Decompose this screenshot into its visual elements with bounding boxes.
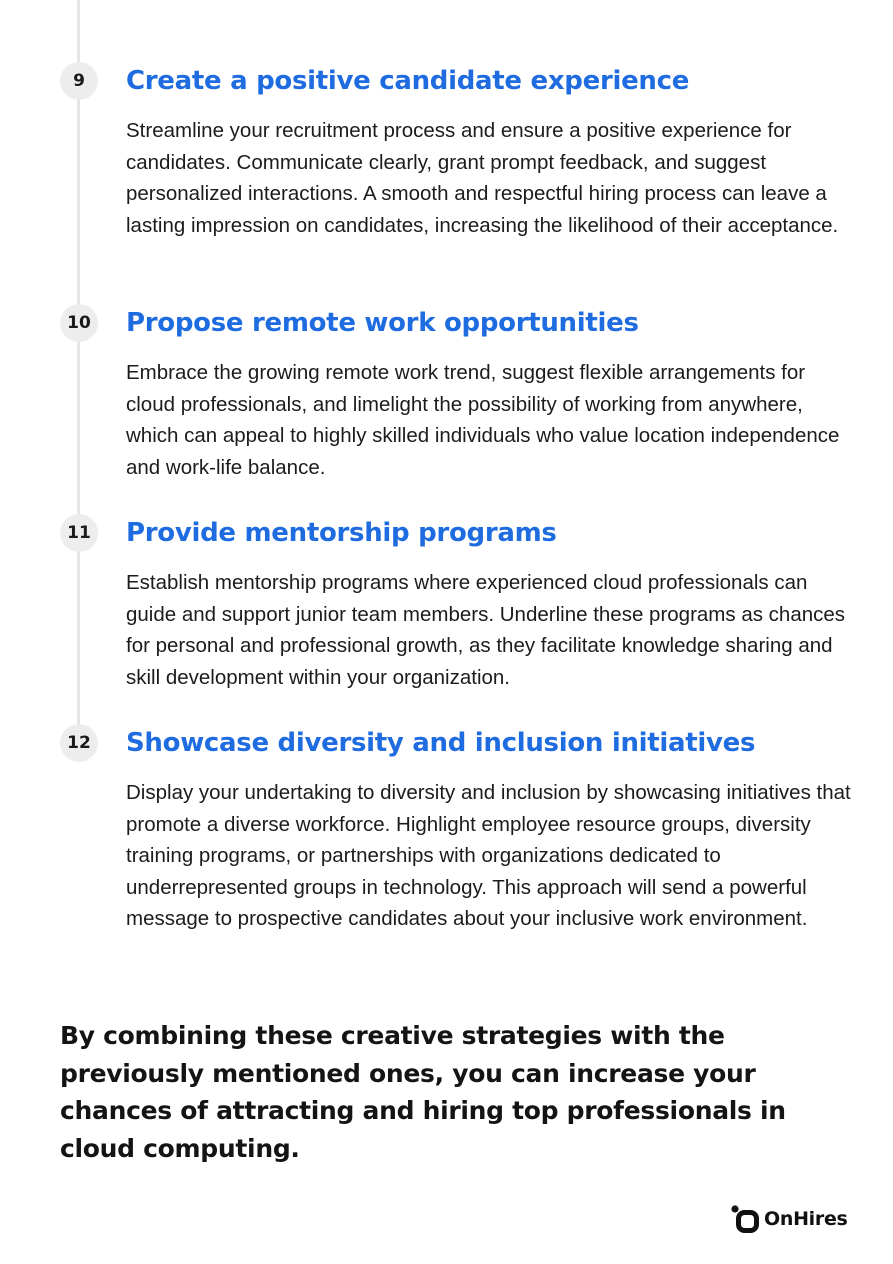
step-number-badge: 11: [60, 514, 98, 552]
brand-name: OnHires: [764, 1208, 848, 1230]
step-number-badge: 10: [60, 304, 98, 342]
step-number-badge: 9: [60, 62, 98, 100]
step-body: Embrace the growing remote work trend, suggest flexible arrangements for cloud professionals, and limelight the possibility of working from anywhere, which can appeal to highly skilled individuals who value location independence and work-life balance.: [126, 361, 840, 479]
step-body: Display your undertaking to diversity and inclusion by showcasing initiatives that promote a diverse workforce. Highlight employee resource groups, diversity training programs, or partnerships with organizations dedicated to underrepresented groups in technology. This approach will send a powerful message to prospective candidates about your inclusive work environment.: [126, 781, 851, 930]
step-number-badge: 12: [60, 724, 98, 762]
step-body: Streamline your recruitment process and ensure a positive experience for candidates. Communicate clearly, grant prompt feedback, and suggest personalized interactions. A smooth and respectful hiring process can leave a lasting impression on candidates, increasing the likelihood of their acceptance.: [126, 119, 839, 237]
timeline-line: [77, 0, 80, 745]
brand-logo: [730, 1203, 848, 1235]
step-title: Create a positive candidate experience: [126, 66, 690, 96]
step-title: Propose remote work opportunities: [126, 308, 639, 338]
step-title: Provide mentorship programs: [126, 518, 557, 548]
onhires-logo-icon: [730, 1203, 760, 1235]
step-body: Establish mentorship programs where experienced cloud professionals can guide and support junior team members. Underline these programs as chances for personal and professional growth, as they facilitate knowledge sharing and skill development within your organization.: [126, 571, 846, 689]
conclusion-text: By combining these creative strategies with the previously mentioned ones, you can increase your chances of attracting and hiring top professionals in cloud computing.: [60, 1021, 786, 1163]
step-title: Showcase diversity and inclusion initiatives: [126, 728, 756, 758]
